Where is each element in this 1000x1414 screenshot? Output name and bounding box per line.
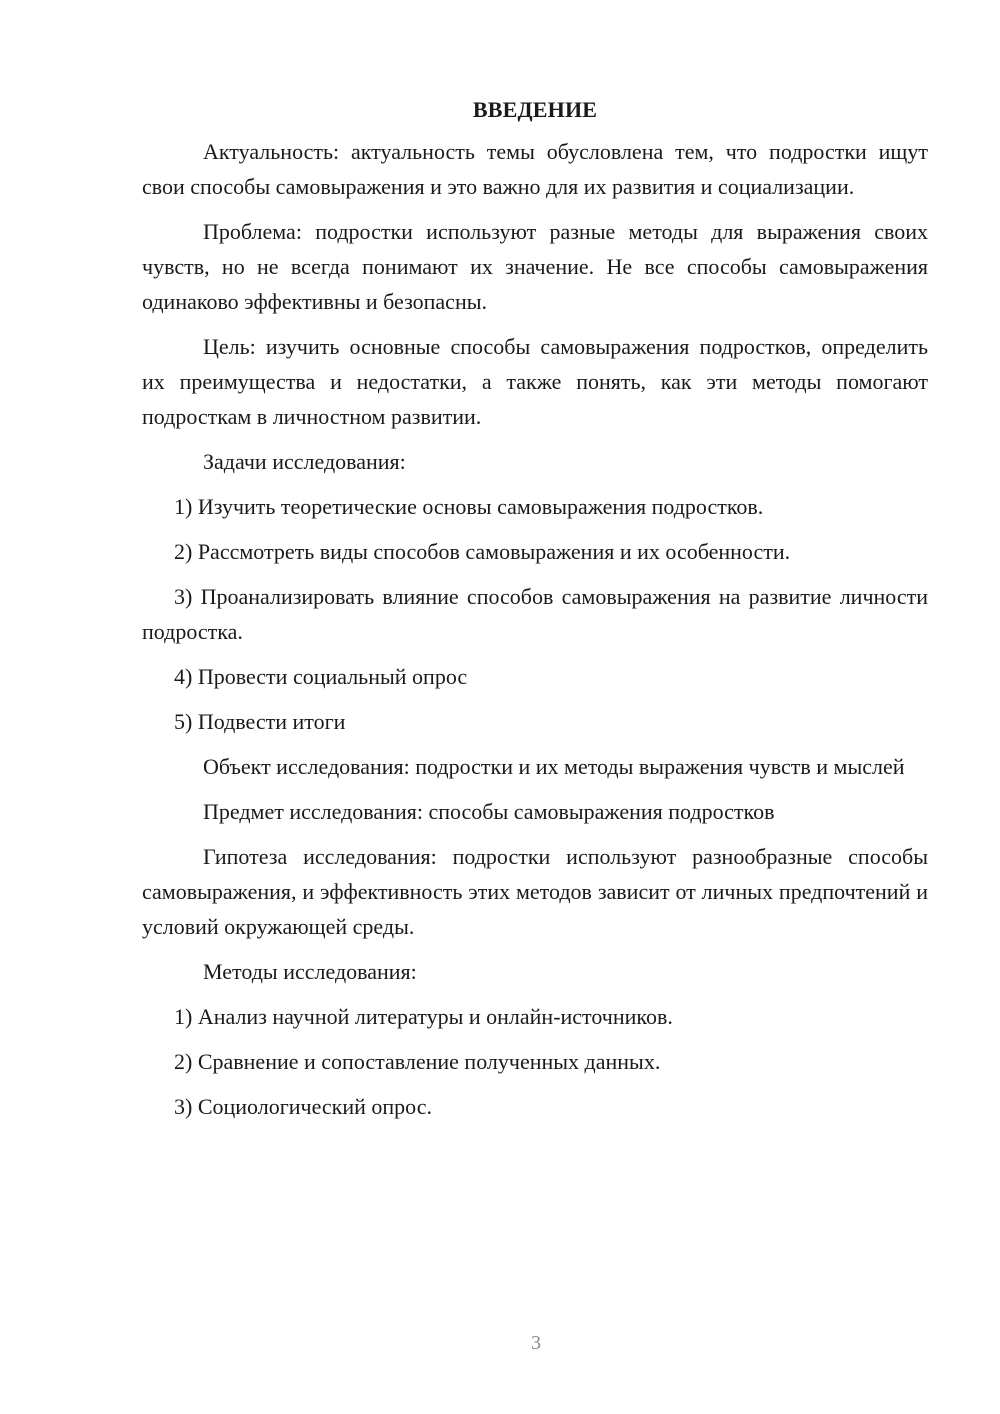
relevance-paragraph: Актуальность: актуальность темы обусловлена тем, что подростки ищут свои способы самовыражения и это важно для их развития и социализации. bbox=[142, 139, 928, 199]
method-item: 1) Анализ научной литературы и онлайн-источников. bbox=[174, 1004, 673, 1029]
task-item: 2) Рассмотреть виды способов самовыражения и их особенности. bbox=[174, 539, 791, 564]
task-item: 3) Проанализировать влияние способов самовыражения на развитие личности подростка. bbox=[142, 584, 928, 644]
subject-paragraph: Предмет исследования: способы самовыражения подростков bbox=[203, 799, 775, 824]
method-item: 3) Социологический опрос. bbox=[174, 1094, 432, 1119]
task-item: 5) Подвести итоги bbox=[174, 709, 346, 734]
problem-paragraph: Проблема: подростки используют разные методы для выражения своих чувств, но не всегда понимают их значение. Не все способы самовыражения одинаково эффективны и безопасны. bbox=[142, 219, 928, 314]
hypothesis-paragraph: Гипотеза исследования: подростки используют разнообразные способы самовыражения, и эффективность этих методов зависит от личных предпочтений и условий окружающей среды. bbox=[142, 844, 928, 939]
method-item: 2) Сравнение и сопоставление полученных данных. bbox=[174, 1049, 661, 1074]
document-page bbox=[142, 92, 928, 1134]
object-paragraph: Объект исследования: подростки и их методы выражения чувств и мыслей bbox=[203, 754, 905, 779]
section-heading: ВВЕДЕНИЕ bbox=[472, 97, 598, 122]
methods-title: Методы исследования: bbox=[203, 959, 417, 984]
task-item: 4) Провести социальный опрос bbox=[174, 664, 468, 689]
goal-paragraph: Цель: изучить основные способы самовыражения подростков, определить их преимущества и недостатки, а также понять, как эти методы помогают подросткам в личностном развитии. bbox=[142, 334, 928, 429]
tasks-title: Задачи исследования: bbox=[203, 449, 406, 474]
page-number: 3 bbox=[531, 1332, 541, 1354]
task-item: 1) Изучить теоретические основы самовыражения подростков. bbox=[174, 494, 764, 519]
